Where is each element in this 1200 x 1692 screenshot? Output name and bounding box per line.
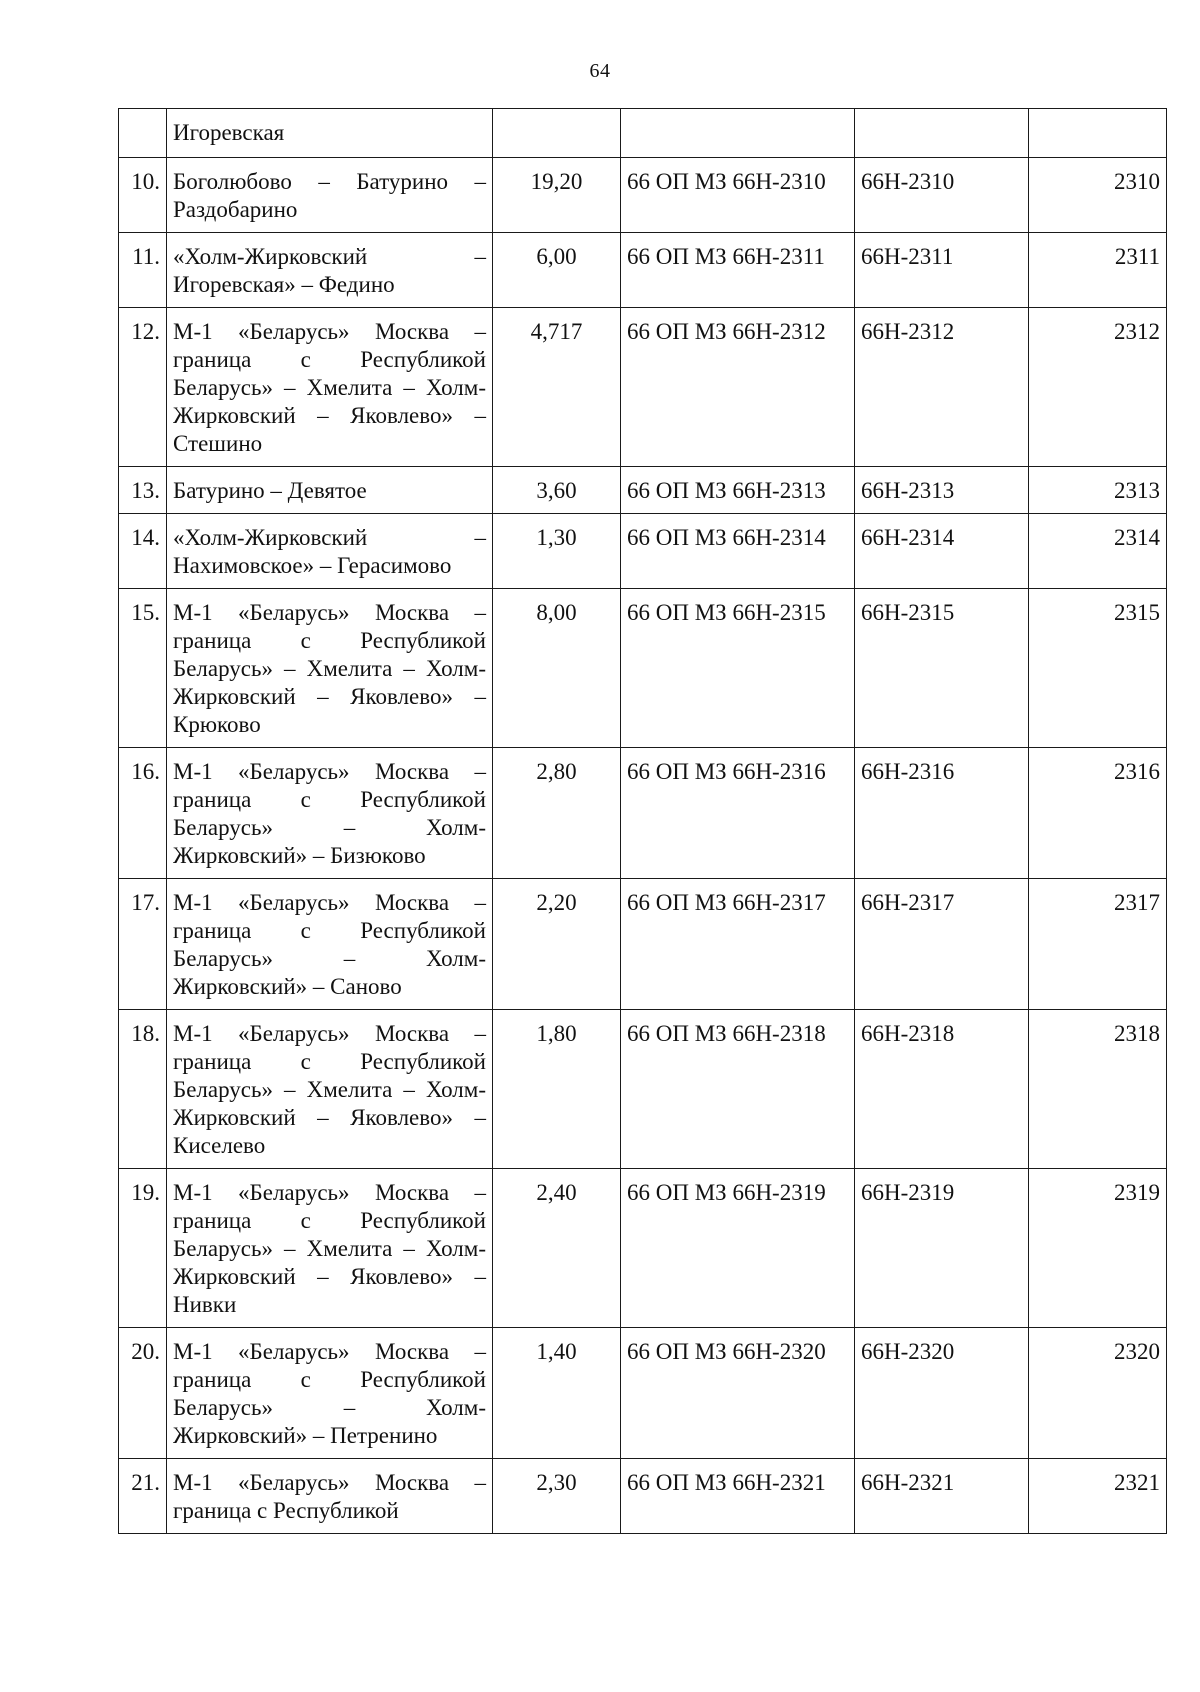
road-length: 8,00 (493, 589, 621, 748)
road-length: 6,00 (493, 233, 621, 308)
road-name: М-1 «Беларусь» Москва – граница с Республикой Беларусь» – Холм-Жирковский» – Петренино (167, 1328, 493, 1459)
table-row (119, 308, 1167, 467)
road-reg-number (855, 109, 1029, 158)
road-name: М-1 «Беларусь» Москва – граница с Республикой Беларусь» – Хмелита – Холм-Жирковский – Яковлево» – Крюково (167, 589, 493, 748)
road-code: 2318 (1029, 1010, 1167, 1169)
table-row (119, 879, 1167, 1010)
table-row (119, 514, 1167, 589)
road-length (493, 109, 621, 158)
table-row (119, 158, 1167, 233)
road-code: 2321 (1029, 1459, 1167, 1534)
road-id: 66 ОП МЗ 66Н-2310 (621, 158, 855, 233)
road-name: М-1 «Беларусь» Москва – граница с Республикой Беларусь» – Холм-Жирковский» – Бизюково (167, 748, 493, 879)
road-reg-number: 66Н-2314 (855, 514, 1029, 589)
road-id: 66 ОП МЗ 66Н-2312 (621, 308, 855, 467)
road-name: М-1 «Беларусь» Москва – граница с Республикой Беларусь» – Хмелита – Холм-Жирковский – Яковлево» – Киселево (167, 1010, 493, 1169)
road-code: 2316 (1029, 748, 1167, 879)
road-id: 66 ОП МЗ 66Н-2320 (621, 1328, 855, 1459)
table-row (119, 1010, 1167, 1169)
road-id: 66 ОП МЗ 66Н-2318 (621, 1010, 855, 1169)
road-length: 2,30 (493, 1459, 621, 1534)
road-id: 66 ОП МЗ 66Н-2316 (621, 748, 855, 879)
road-name: Батурино – Девятое (167, 467, 493, 514)
road-reg-number: 66Н-2319 (855, 1169, 1029, 1328)
row-number: 15. (119, 589, 167, 748)
road-code: 2317 (1029, 879, 1167, 1010)
row-number: 11. (119, 233, 167, 308)
road-name: «Холм-Жирковский – Игоревская» – Федино (167, 233, 493, 308)
row-number (119, 109, 167, 158)
row-number: 13. (119, 467, 167, 514)
road-name: М-1 «Беларусь» Москва – граница с Республикой (167, 1459, 493, 1534)
road-code: 2320 (1029, 1328, 1167, 1459)
row-number: 18. (119, 1010, 167, 1169)
road-code: 2314 (1029, 514, 1167, 589)
table-row (119, 1169, 1167, 1328)
road-length: 2,40 (493, 1169, 621, 1328)
road-id: 66 ОП МЗ 66Н-2319 (621, 1169, 855, 1328)
road-reg-number: 66Н-2310 (855, 158, 1029, 233)
road-id: 66 ОП МЗ 66Н-2314 (621, 514, 855, 589)
road-id (621, 109, 855, 158)
road-reg-number: 66Н-2318 (855, 1010, 1029, 1169)
table-row (119, 1328, 1167, 1459)
table-row (119, 589, 1167, 748)
table-row (119, 233, 1167, 308)
road-length: 1,40 (493, 1328, 621, 1459)
road-code: 2313 (1029, 467, 1167, 514)
road-name: М-1 «Беларусь» Москва – граница с Республикой Беларусь» – Хмелита – Холм-Жирковский – Яковлево» – Стешино (167, 308, 493, 467)
road-length: 19,20 (493, 158, 621, 233)
row-number: 10. (119, 158, 167, 233)
road-id: 66 ОП МЗ 66Н-2315 (621, 589, 855, 748)
road-name: Игоревская (167, 109, 493, 158)
row-number: 16. (119, 748, 167, 879)
road-code: 2312 (1029, 308, 1167, 467)
row-number: 19. (119, 1169, 167, 1328)
road-reg-number: 66Н-2317 (855, 879, 1029, 1010)
road-length: 2,20 (493, 879, 621, 1010)
road-name: Боголюбово – Батурино – Раздобарино (167, 158, 493, 233)
road-reg-number: 66Н-2313 (855, 467, 1029, 514)
road-id: 66 ОП МЗ 66Н-2321 (621, 1459, 855, 1534)
row-number: 12. (119, 308, 167, 467)
roads-table (118, 108, 1167, 1534)
road-code: 2310 (1029, 158, 1167, 233)
table-row (119, 467, 1167, 514)
road-length: 1,80 (493, 1010, 621, 1169)
road-id: 66 ОП МЗ 66Н-2313 (621, 467, 855, 514)
row-number: 17. (119, 879, 167, 1010)
road-reg-number: 66Н-2312 (855, 308, 1029, 467)
road-reg-number: 66Н-2316 (855, 748, 1029, 879)
road-code: 2319 (1029, 1169, 1167, 1328)
road-code: 2315 (1029, 589, 1167, 748)
road-reg-number: 66Н-2321 (855, 1459, 1029, 1534)
road-reg-number: 66Н-2315 (855, 589, 1029, 748)
road-length: 3,60 (493, 467, 621, 514)
row-number: 14. (119, 514, 167, 589)
road-reg-number: 66Н-2320 (855, 1328, 1029, 1459)
road-reg-number: 66Н-2311 (855, 233, 1029, 308)
row-number: 21. (119, 1459, 167, 1534)
road-length: 4,717 (493, 308, 621, 467)
table-row (119, 748, 1167, 879)
road-id: 66 ОП МЗ 66Н-2311 (621, 233, 855, 308)
table-row (119, 109, 1167, 158)
road-id: 66 ОП МЗ 66Н-2317 (621, 879, 855, 1010)
road-name: «Холм-Жирковский – Нахимовское» – Герасимово (167, 514, 493, 589)
road-code: 2311 (1029, 233, 1167, 308)
road-length: 1,30 (493, 514, 621, 589)
road-length: 2,80 (493, 748, 621, 879)
road-name: М-1 «Беларусь» Москва – граница с Республикой Беларусь» – Холм-Жирковский» – Саново (167, 879, 493, 1010)
page-number: 64 (589, 60, 611, 82)
road-code (1029, 109, 1167, 158)
table-row (119, 1459, 1167, 1534)
road-name: М-1 «Беларусь» Москва – граница с Республикой Беларусь» – Хмелита – Холм-Жирковский – Яковлево» – Нивки (167, 1169, 493, 1328)
row-number: 20. (119, 1328, 167, 1459)
